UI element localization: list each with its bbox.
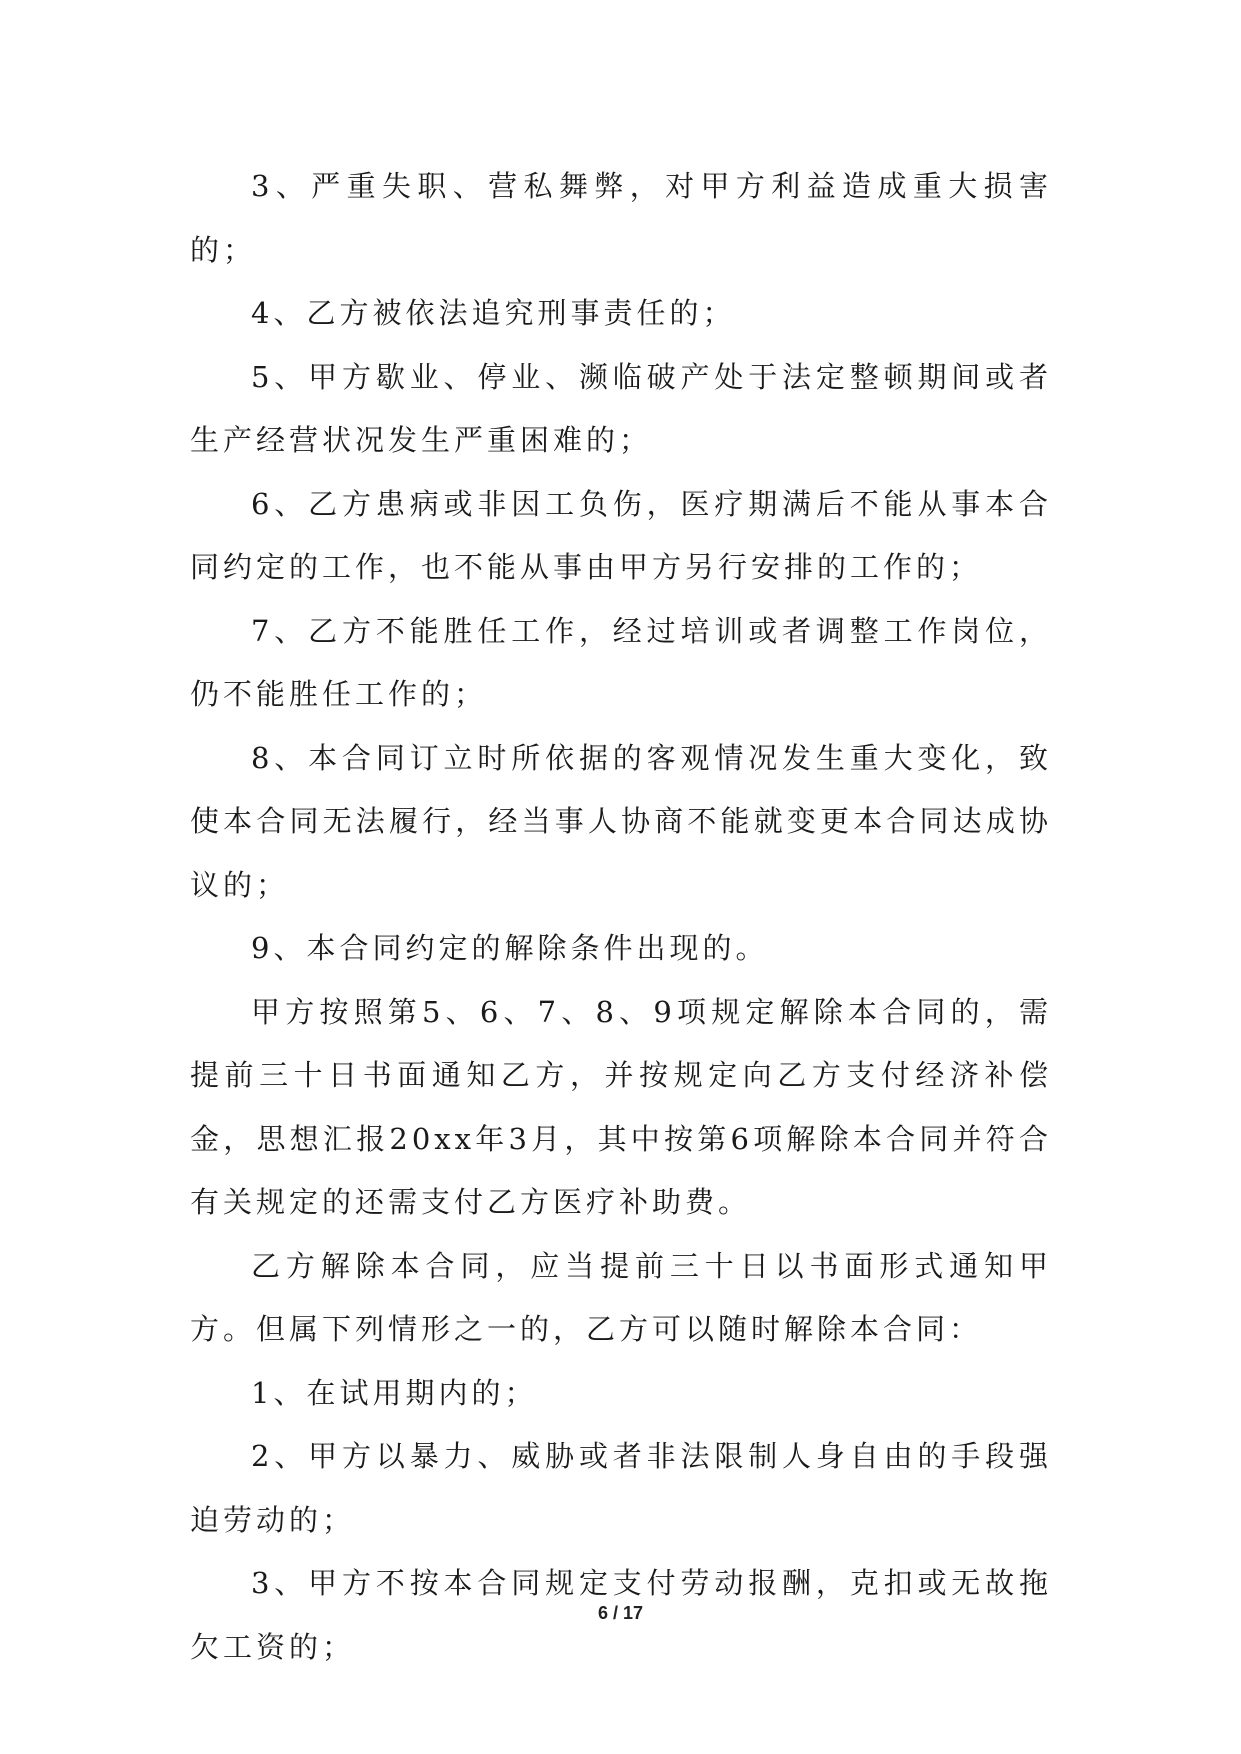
paragraph-item-6-illness-injury: 6、乙方患病或非因工负伤，医疗期满后不能从事本合同约定的工作，也不能从事由甲方另行安排的工作的； (190, 486, 1052, 584)
paragraph-item-3-unpaid-wages: 3、甲方不按本合同规定支付劳动报酬，克扣或无故拖欠工资的； (190, 1566, 1052, 1664)
paragraph-item-8-changed-circumstances: 8、本合同订立时所依据的客观情况发生重大变化，致使本合同无法履行，经当事人协商不能就变更本合同达成协议的； (190, 740, 1052, 902)
paragraph-employee-termination: 乙方解除本合同，应当提前三十日以书面形式通知甲方。但属下列情形之一的，乙方可以随时解除本合同： (190, 1248, 1052, 1346)
paragraph-item-4-criminal-liability: 4、乙方被依法追究刑事责任的； (251, 296, 736, 330)
document-body (190, 155, 1052, 1679)
page-number: 6 / 17 (597, 1603, 644, 1623)
paragraph-item-2-forced-labor: 2、甲方以暴力、威胁或者非法限制人身自由的手段强迫劳动的； (190, 1439, 1052, 1537)
paragraph-item-9-termination-condition: 9、本合同约定的解除条件出现的。 (251, 931, 769, 965)
paragraph-item-3-dereliction: 3、严重失职、营私舞弊，对甲方利益造成重大损害的； (190, 169, 1052, 267)
paragraph-item-7-incompetence: 7、乙方不能胜任工作，经过培训或者调整工作岗位，仍不能胜任工作的； (190, 613, 1052, 711)
paragraph-employer-notice: 甲方按照第5、6、7、8、9项规定解除本合同的，需提前三十日书面通知乙方，并按规定向乙方支付经济补偿金，思想汇报20xx年3月，其中按第6项解除本合同并符合有关规定的还需支付乙方医疗补助费。 (190, 994, 1052, 1219)
paragraph-item-1-probation: 1、在试用期内的； (251, 1375, 538, 1410)
paragraph-item-5-business-difficulty: 5、甲方歇业、停业、濒临破产处于法定整顿期间或者生产经营状况发生严重困难的； (190, 359, 1052, 457)
